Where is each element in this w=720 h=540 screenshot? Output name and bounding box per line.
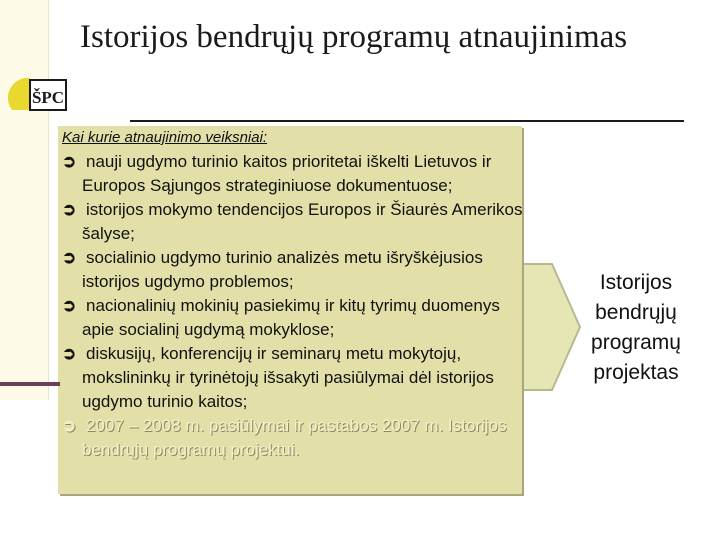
arrow-target-label: Istorijos bendrųjų programų projektas bbox=[591, 271, 681, 384]
factor-text: istorijos mokymo tendencijos Europos ir Šiaurės Amerikos šalyse; bbox=[82, 200, 523, 243]
factor-item bbox=[62, 246, 532, 294]
spc-logo-icon bbox=[8, 72, 70, 118]
factor-item-highlight bbox=[62, 414, 532, 462]
factor-text: socialinio ugdymo turinio analizės metu išryškėjusios istorijos ugdymo problemos; bbox=[82, 248, 483, 291]
accent-line bbox=[0, 382, 60, 386]
title-underline bbox=[130, 120, 684, 122]
factor-item bbox=[62, 342, 532, 414]
arrow-bullet-icon: ➲ bbox=[62, 248, 77, 267]
factor-text: 2007 – 2008 m. pasiūlymai ir pastabos 2007 m. Istorijos bendrųjų programų projektui. bbox=[82, 416, 507, 459]
arrow-bullet-icon: ➲ bbox=[62, 416, 77, 435]
arrow-bullet-icon: ➲ bbox=[62, 152, 77, 171]
factors-list bbox=[62, 128, 532, 462]
factor-item bbox=[62, 294, 532, 342]
factors-heading: Kai kurie atnaujinimo veiksniai: bbox=[62, 129, 268, 146]
factor-item bbox=[62, 150, 532, 198]
arrow-bullet-icon: ➲ bbox=[62, 344, 77, 363]
factor-text: nauji ugdymo turinio kaitos prioritetai iškelti Lietuvos ir Europos Sąjungos strateginiuose dokumentuose; bbox=[82, 152, 492, 195]
slide-title: Istorijos bendrųjų programų atnaujinimas bbox=[80, 19, 628, 55]
arrow-bullet-icon: ➲ bbox=[62, 200, 77, 219]
factor-item bbox=[62, 198, 532, 246]
factor-text: nacionalinių mokinių pasiekimų ir kitų tyrimų duomenys apie socialinį ugdymą mokyklose; bbox=[82, 296, 500, 339]
left-decorative-bar bbox=[0, 0, 48, 400]
logo-text: ŠPC bbox=[31, 88, 65, 107]
factor-text: diskusijų, konferencijų ir seminarų metu mokytojų, mokslininkų ir tyrinėtojų išsakyti pasiūlymai dėl istorijos ugdymo turinio kaitos; bbox=[82, 344, 494, 411]
arrow-bullet-icon: ➲ bbox=[62, 296, 77, 315]
left-bar-border bbox=[48, 0, 49, 400]
